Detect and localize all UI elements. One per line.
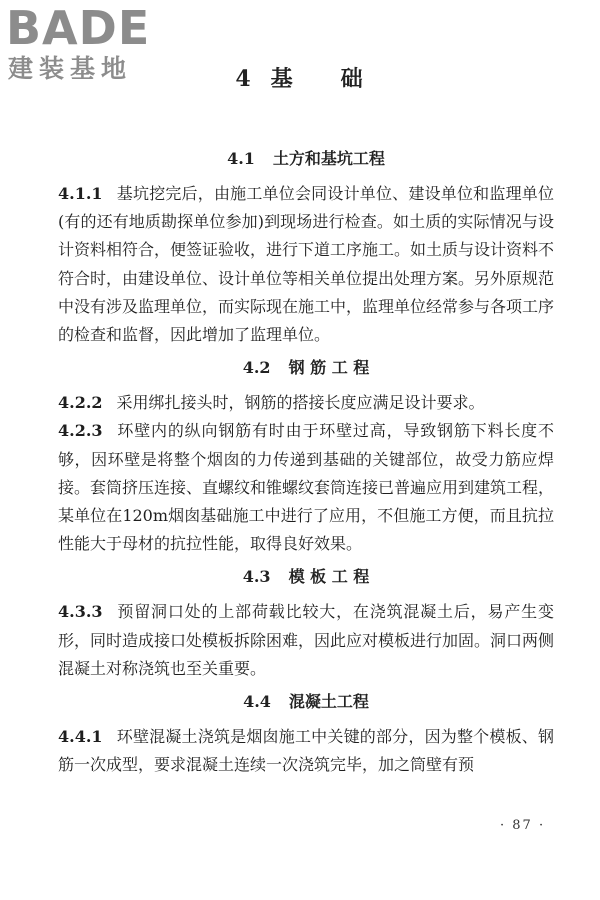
- section-title: 钢 筋 工 程: [288, 358, 370, 378]
- section-number: 4.1: [227, 149, 255, 168]
- chapter-title-word-2: 础: [340, 66, 365, 92]
- clause-number: 4.2.3: [58, 421, 103, 441]
- clause-number: 4.3.3: [58, 602, 103, 622]
- clause-text: 环壁内的纵向钢筋有时由于环壁过高，导致钢筋下料长度不够，因环壁是将整个烟囱的力传递到基础的关键部位，故受力筋应焊接。套筒挤压连接、直螺纹和锥螺纹套筒连接已普遍应用到建筑工程，某单位在120m烟囱基础施工中进行了应用，不但施工方便，而且抗拉性能大于母材的抗拉性能，取得良好效果。: [58, 421, 555, 554]
- logo-chinese-text: 建装基地: [8, 54, 133, 83]
- clause-paragraph: [58, 598, 554, 683]
- section-heading-4-4: [58, 691, 554, 713]
- clause-number: 4.4.1: [58, 727, 103, 747]
- section-title: 混凝土工程: [288, 692, 369, 712]
- section-heading-4-3: [58, 566, 554, 588]
- clause-number: 4.1.1: [58, 184, 103, 203]
- clause-paragraph: [58, 389, 554, 417]
- section-heading-4-1: [58, 148, 554, 170]
- chapter-number: 4: [235, 66, 253, 92]
- logo-wordmark: BADE: [6, 1, 151, 55]
- page-content: [58, 142, 554, 779]
- chapter-title: [0, 62, 600, 93]
- clause-text: 预留洞口处的上部荷载比较大，在浇筑混凝土后，易产生变形，同时造成接口处模板拆除困难，因此应对模板进行加固。洞口两侧混凝土对称浇筑也至关重要。: [58, 602, 555, 678]
- section-title: 模 板 工 程: [288, 567, 370, 587]
- clause-text: 环壁混凝土浇筑是烟囱施工中关键的部分，因为整个模板、钢筋一次成型，要求混凝土连续一次浇筑完毕，加之筒壁有预: [58, 727, 554, 775]
- section-number: 4.2: [242, 358, 271, 378]
- section-number: 4.4: [243, 692, 271, 712]
- section-number: 4.3: [242, 567, 271, 587]
- clause-paragraph: [58, 180, 554, 349]
- clause-text: 基坑挖完后，由施工单位会同设计单位、建设单位和监理单位(有的还有地质勘探单位参加)到现场进行检查。如土质的实际情况与设计资料相符合，便签证验收，进行下道工序施工。如土质与设计资料不符合时，由建设单位、设计单位等相关单位提出处理方案。另外原规范中没有涉及监理单位，而实际现在施工中，监理单位经常参与各项工序的检查和监督，因此增加了监理单位。: [58, 184, 555, 345]
- clause-paragraph: [58, 723, 554, 779]
- page-number: · 87 ·: [500, 818, 546, 833]
- clause-number: 4.2.2: [58, 393, 103, 413]
- clause-text: 采用绑扎接头时，钢筋的搭接长度应满足设计要求。: [116, 393, 485, 413]
- chapter-title-word-1: 基: [270, 66, 295, 92]
- section-title: 土方和基坑工程: [272, 149, 385, 168]
- section-heading-4-2: [58, 357, 554, 379]
- clause-paragraph: [58, 417, 554, 558]
